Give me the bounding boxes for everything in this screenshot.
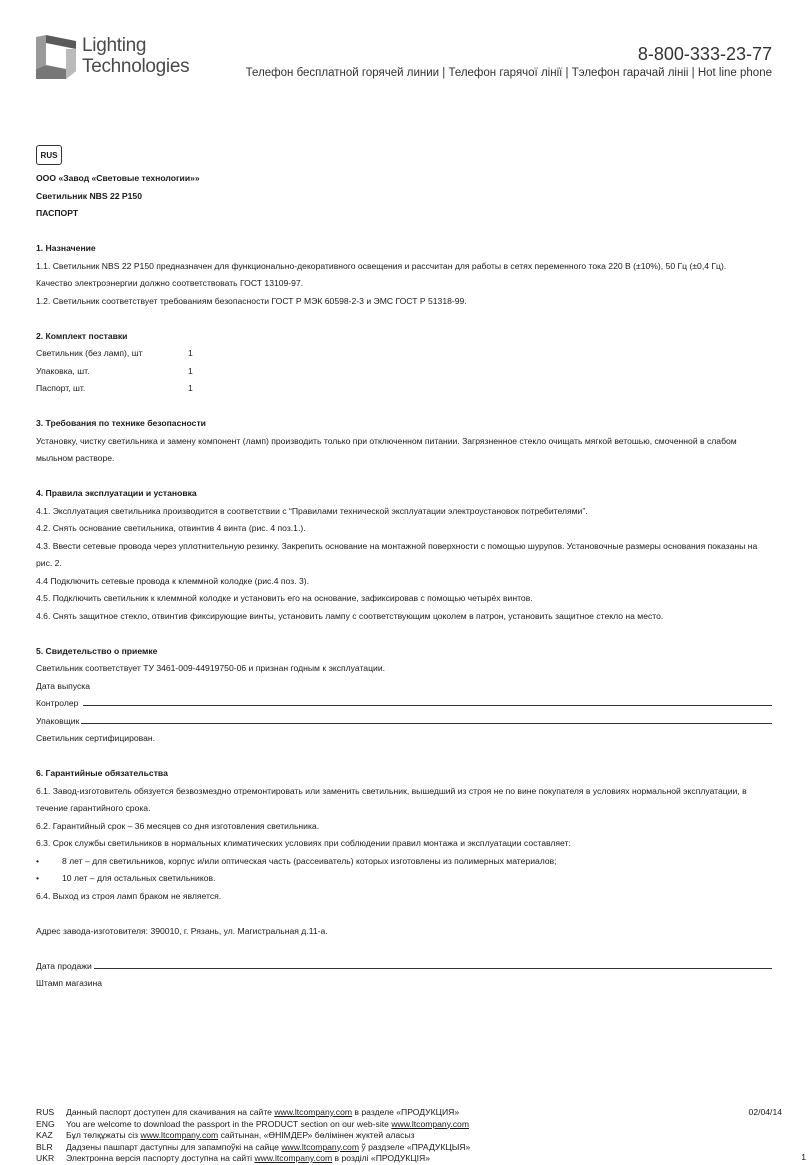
document-date: 02/04/14: [748, 1107, 782, 1117]
logo-line2: Technologies: [82, 56, 190, 77]
store-stamp-label: Штамп магазина: [36, 978, 103, 988]
company-logo: [36, 35, 196, 81]
paragraph: 1.1. Светильник NBS 22 P150 предназначен для функционально-декоративного освещения и рассчитан для работы в сетях переменного тока 220 В (±10%), 50 Гц (±0,4 Гц).: [36, 260, 727, 271]
release-date-label: Дата выпуска: [36, 680, 91, 691]
website-link[interactable]: www.ltcompany.com: [254, 1153, 333, 1163]
page-number: 1: [801, 1152, 806, 1162]
paragraph: 6.2. Гарантийный срок – 36 месяцев со дня изготовления светильника.: [36, 820, 320, 831]
language-badge: RUS: [36, 145, 62, 165]
website-link[interactable]: www.ltcompany.com: [140, 1130, 219, 1140]
paragraph: Установку, чистку светильника и замену компонент (ламп) производить только при отключенном питании. Загрязненное стекло очищать мягкой ветошью, смоченной в слабом: [36, 435, 737, 446]
paragraph: 4.6. Снять защитное стекло, отвинтив фиксирующие винты, установить лампу с соответствующим цоколем в патрон, установить защитное стекло на место.: [36, 610, 664, 621]
footer-line: RUS Данный паспорт доступен для скачивания на сайте www.ltcompany.com в разделе «ПРОДУКЦИЯ»: [36, 1107, 460, 1117]
document-type: ПАСПОРТ: [36, 208, 79, 218]
paragraph: 6.1. Завод-изготовитель обязуется безвозмездно отремонтировать или заменить светильник, вышедший из строя не по вине покупателя в условиях нормальной эксплуатации, в: [36, 785, 747, 796]
footer-line: ENG You are welcome to download the passport in the PRODUCT section on our web-site www.ltcompany.com: [36, 1118, 469, 1129]
manufacturer-address: Адрес завода-изготовителя: 390010, г. Рязань, ул. Магистральная д.11-а.: [36, 925, 328, 936]
company-name: ООО «Завод «Световые технологии»»: [36, 173, 200, 183]
controller-field[interactable]: Контролер: [36, 695, 772, 713]
sale-date-field[interactable]: Дата продажи: [36, 958, 772, 976]
section-title: 4. Правила эксплуатации и установка: [36, 488, 197, 498]
section-title: 3. Требования по технике безопасности: [36, 418, 206, 428]
packer-field[interactable]: Упаковщик: [36, 713, 772, 731]
product-name: Светильник NBS 22 P150: [36, 190, 142, 201]
bullet-item: • 8 лет – для светильников, корпус и/или оптическая часть (рассеиватель) которых изготовлены из полимерных материалов;: [36, 855, 557, 866]
paragraph: Светильник сертифицирован.: [36, 733, 156, 743]
paragraph: мыльном растворе.: [36, 453, 115, 463]
paragraph: Светильник соответствует ТУ 3461-009-44919750-06 и признан годным к эксплуатации.: [36, 663, 386, 673]
section-title: 1. Назначение: [36, 243, 96, 253]
list-item: Паспорт, шт. 1: [36, 383, 193, 393]
paragraph: 4.3. Ввести сетевые провода через уплотнительную резинку. Закрепить основание на монтажной поверхности с помощью шурупов. Установочные размеры основания показаны на: [36, 540, 758, 551]
paragraph: 4.2. Снять основание светильника, отвинтив 4 винта (рис. 4 поз.1.).: [36, 523, 306, 533]
list-item: Светильник (без ламп), шт 1: [36, 348, 193, 358]
list-item: Упаковка, шт. 1: [36, 365, 193, 376]
logo-line1: Lighting: [82, 35, 147, 56]
footer-line: KAZ Бұл төлқұжаты сіз www.ltcompany.com сайтынан, «ӨНІМДЕР» бөлімінен жүктей аласыз: [36, 1130, 415, 1140]
hotline-phone: 8-800-333-23-77: [637, 44, 772, 64]
logo-mark-icon: [36, 35, 76, 79]
website-link[interactable]: www.ltcompany.com: [281, 1141, 359, 1152]
paragraph: 4.4 Подключить сетевые провода к клеммной колодке (рис.4 поз. 3).: [36, 575, 309, 586]
paragraph: течение гарантийного срока.: [36, 803, 151, 813]
paragraph: 1.2. Светильник соответствует требованиям безопасности ГОСТ Р МЭК 60598-2-3 и ЭМС ГОСТ Р 51318-99.: [36, 295, 467, 306]
section-title: 5. Свидетельство о приемке: [36, 645, 158, 656]
footer-line: UKR Электронна версія паспорту доступна на сайті www.ltcompany.com в розділі «ПРОДУКЦІЯ»: [36, 1153, 431, 1163]
section-title: 2. Комплект поставки: [36, 330, 128, 341]
website-link[interactable]: www.ltcompany.com: [274, 1107, 353, 1117]
footer-line: BLR Дадзены пашпарт даступны для запампоўкі на сайце www.ltcompany.com ў раздзеле «ПРАДУКЦЫЯ»: [36, 1141, 471, 1152]
website-link[interactable]: www.ltcompany.com: [391, 1118, 469, 1129]
bullet-item: • 10 лет – для остальных светильников.: [36, 873, 216, 883]
passport-body: [36, 170, 772, 993]
paragraph: 6.3. Срок службы светильников в нормальных климатических условиях при соблюдении правил монтажа и эксплуатации составляет:: [36, 838, 571, 848]
paragraph: рис. 2.: [36, 558, 62, 568]
section-title: 6. Гарантийные обязательства: [36, 768, 168, 778]
paragraph: 6.4. Выход из строя ламп браком не является.: [36, 890, 222, 901]
paragraph: 4.5. Подключить светильник к клеммной колодке и установить его на основание, зафиксировав с помощью четырёх винтов.: [36, 593, 533, 603]
hotline-caption: Телефон бесплатной горячей линии | Телефон гарячої лінії | Тэлефон гарачай лініі | Hot line phone: [245, 67, 772, 79]
paragraph: 4.1. Эксплуатация светильника производится в соответствии с “Правилами технической эксплуатации электроустановок потребителями”.: [36, 505, 588, 516]
paragraph: Качество электроэнергии должно соответствовать ГОСТ 13109-97.: [36, 278, 304, 288]
footer-download-info: [36, 1107, 772, 1165]
